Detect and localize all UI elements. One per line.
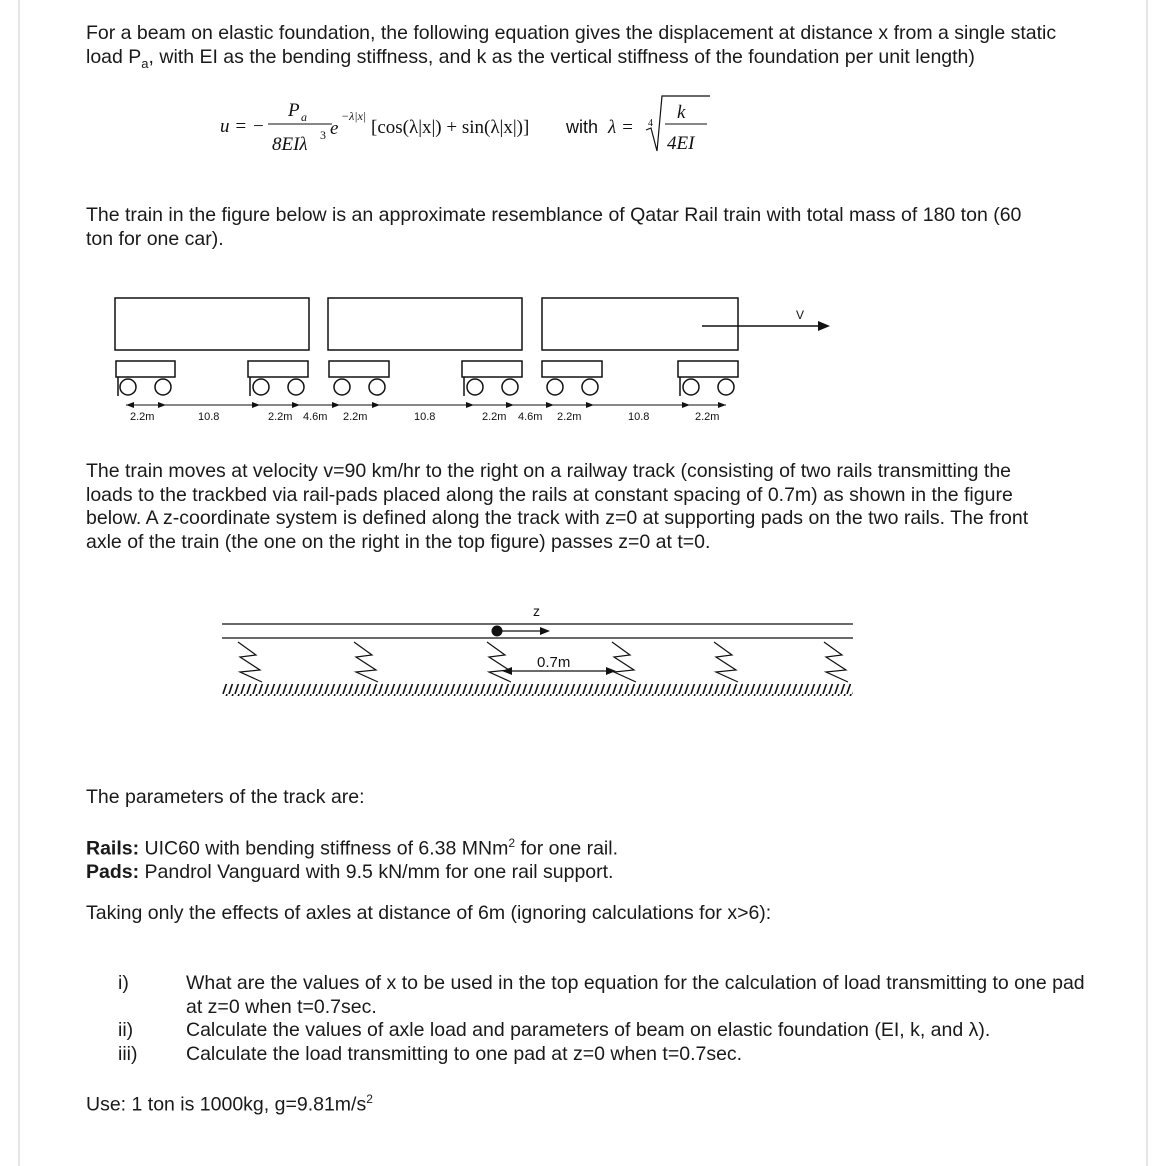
- track-paragraph: [86, 460, 1086, 554]
- track-line-3: below. A z-coordinate system is defined along the track with z=0 at supporting pads on the two rails. The front: [86, 507, 1029, 529]
- pads-text: Pandrol Vanguard with 9.5 kN/mm for one rail support.: [139, 861, 614, 883]
- z-label: z: [533, 603, 540, 619]
- eq-root-index: 4: [648, 118, 653, 129]
- wheel: [718, 379, 734, 395]
- bogie-5: [542, 361, 602, 377]
- wheel: [369, 379, 385, 395]
- velocity-label: V: [796, 308, 805, 322]
- eq-exp-base: e: [330, 118, 339, 139]
- intro-line-2-sub: a: [141, 55, 149, 71]
- page-border-left: [18, 0, 20, 1166]
- velocity-arrow-head: [818, 321, 830, 331]
- car-body-3: [542, 298, 738, 350]
- dim-label: 10.8: [198, 411, 220, 423]
- dim-label: 2.2m: [268, 411, 293, 423]
- eq-with: with: [566, 117, 599, 137]
- wheel: [253, 379, 269, 395]
- car-body-2: [328, 298, 522, 350]
- bogie-3: [329, 361, 389, 377]
- rails-label: Rails:: [86, 837, 140, 860]
- dim-label: 4.6m: [303, 411, 328, 423]
- z-arrow-head: [540, 627, 550, 635]
- eq-root-num: k: [677, 102, 686, 123]
- spacing-label: 0.7m: [537, 654, 571, 671]
- eq-denominator: 8EIλ: [272, 134, 308, 155]
- use-note-text: Use: 1 ton is 1000kg, g=9.81m/s: [86, 1093, 367, 1116]
- question-item: [86, 972, 1086, 1019]
- intro-line-2-post: , with EI as the bending stiffness, and k as the vertical stiffness of the foundation per unit length): [148, 45, 975, 68]
- intro-line-1: For a beam on elastic foundation, the following equation gives the displacement at distance x from a single static: [86, 22, 1057, 44]
- question-number: iii): [118, 1042, 138, 1065]
- dim-label: 4.6m: [518, 411, 543, 423]
- wheel: [155, 379, 171, 395]
- train-paragraph: [86, 204, 1086, 251]
- track-line-1: The train moves at velocity v=90 km/hr to the right on a railway track (consisting of two rails transmitting the: [86, 460, 1012, 482]
- dim-label: 2.2m: [343, 411, 368, 423]
- question-item: [86, 1043, 1086, 1067]
- params-heading: The parameters of the track are:: [86, 786, 365, 808]
- eq-denominator-sup: 3: [320, 128, 326, 142]
- dim-label: 10.8: [414, 411, 436, 423]
- wheel: [582, 379, 598, 395]
- bogie-6: [678, 361, 738, 377]
- params-rails-pads: [86, 832, 1086, 885]
- dim-label: 2.2m: [482, 411, 507, 423]
- wheel: [120, 379, 136, 395]
- eq-lhs: u = −: [220, 116, 265, 137]
- dim-label: 2.2m: [695, 411, 720, 423]
- bogie-1: [116, 361, 175, 377]
- rails-sup: 2: [508, 836, 516, 850]
- wheel: [334, 379, 350, 395]
- question-text: Calculate the load transmitting to one pad at z=0 when t=0.7sec.: [186, 1042, 743, 1065]
- question-text: What are the values of x to be used in the top equation for the calculation of load transmitting to one pad at z=0 when t=0.7sec.: [186, 972, 1085, 1018]
- pads-label: Pads:: [86, 861, 140, 883]
- train-line-2: ton for one car).: [86, 227, 224, 250]
- train-figure: [0, 286, 1166, 436]
- use-note: [86, 1088, 1086, 1117]
- intro-line-2-pre: load P: [86, 45, 142, 68]
- question-number: i): [118, 972, 129, 994]
- track-line-2: loads to the trackbed via rail-pads placed along the rails at constant spacing of 0.7m) as shown in the figure: [86, 483, 1013, 506]
- eq-lambda: λ =: [608, 117, 634, 138]
- question-number: ii): [118, 1019, 134, 1041]
- page-border-right: [1146, 0, 1148, 1166]
- wheel: [288, 379, 304, 395]
- wheel: [683, 379, 699, 395]
- eq-root-den: 4EI: [667, 133, 695, 154]
- question-text: Calculate the values of axle load and parameters of beam on elastic foundation (EI, k, and λ).: [186, 1019, 991, 1041]
- rails-text: UIC60 with bending stiffness of 6.38 MNm: [139, 837, 509, 860]
- eq-numerator: P: [288, 100, 300, 121]
- track-figure: [0, 598, 1166, 708]
- ground-hatch: [222, 684, 853, 696]
- bogie-4: [462, 361, 522, 377]
- dim-label: 2.2m: [130, 411, 155, 423]
- question-list: [86, 972, 1086, 1066]
- params-taking: Taking only the effects of axles at distance of 6m (ignoring calculations for x>6):: [86, 902, 772, 924]
- track-line-4: axle of the train (the one on the right in the top figure) passes z=0 at t=0.: [86, 530, 711, 553]
- eq-exp-power: −λ|x|: [341, 109, 367, 123]
- rails-text-post: for one rail.: [515, 837, 618, 860]
- car-body-1: [115, 298, 309, 350]
- eq-numerator-sub: a: [301, 110, 307, 124]
- displacement-equation: [210, 88, 730, 168]
- wheel: [547, 379, 563, 395]
- bogie-2: [248, 361, 308, 377]
- question-item: [86, 1019, 1086, 1043]
- use-note-sup: 2: [366, 1092, 373, 1106]
- train-line-1: The train in the figure below is an approximate resemblance of Qatar Rail train with total mass of 180 ton (60: [86, 204, 1022, 226]
- dim-label: 10.8: [628, 411, 650, 423]
- wheel: [467, 379, 483, 395]
- wheel: [502, 379, 518, 395]
- eq-bracket: [cos(λ|x|) + sin(λ|x|)]: [371, 117, 530, 138]
- spacing-arrow-right: [606, 667, 616, 675]
- dim-label: 2.2m: [557, 411, 582, 423]
- intro-paragraph: [86, 22, 1086, 75]
